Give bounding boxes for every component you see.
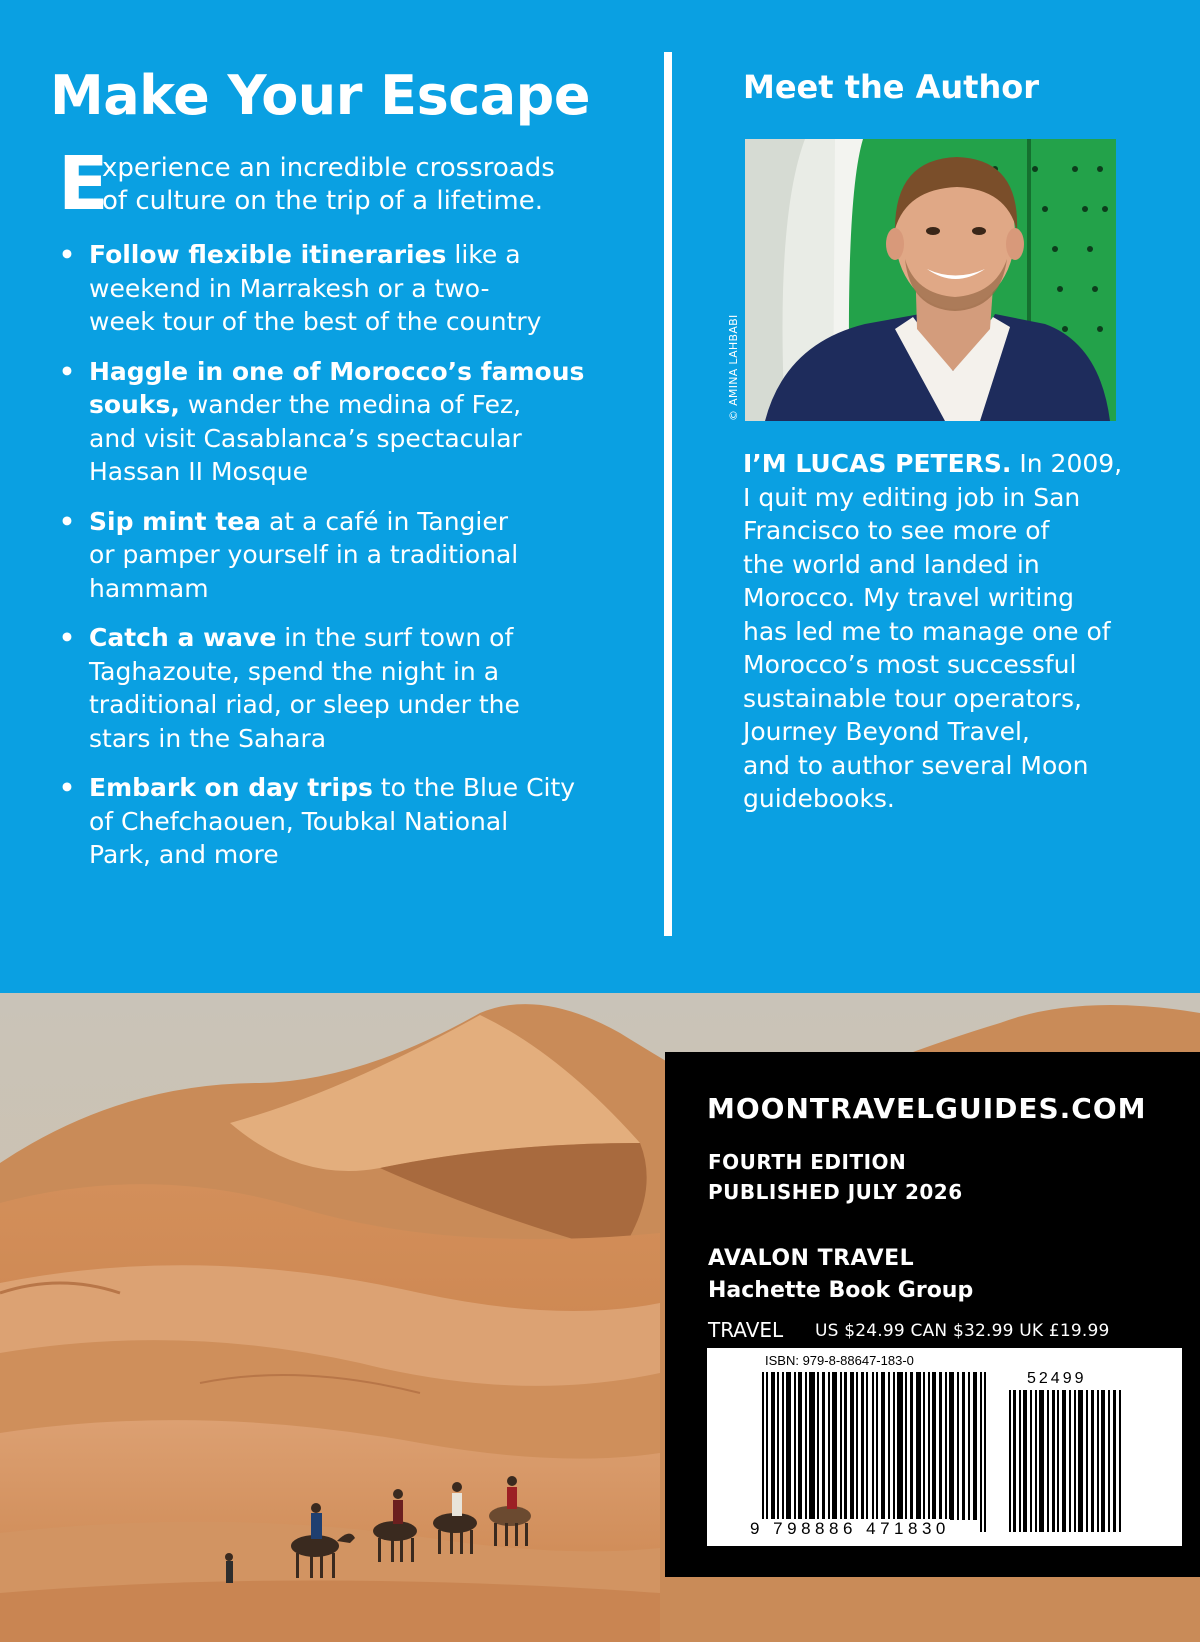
category-label: TRAVEL: [708, 1318, 784, 1342]
drop-cap: E: [58, 141, 109, 227]
publisher-group: Hachette Book Group: [708, 1278, 974, 1303]
feature-item: [50, 355, 590, 489]
feature-lead: Follow flexible itineraries: [89, 240, 447, 269]
feature-item: [50, 771, 590, 872]
feature-lead: Sip mint tea: [89, 506, 262, 536]
edition-label: FOURTH EDITION: [708, 1150, 907, 1174]
intro-line-1: xperience an incredible crossroads: [102, 153, 555, 183]
feature-lead: Catch a wave: [89, 623, 277, 652]
ean-digits: 9 798886 471830: [750, 1519, 950, 1538]
bullet-icon: •: [59, 506, 75, 536]
intro-line-2: of culture on the trip of a lifetime.: [102, 186, 543, 216]
author-bio: [743, 447, 1163, 816]
intro-paragraph: [50, 141, 590, 227]
publisher-name: AVALON TRAVEL: [708, 1246, 915, 1271]
feature-text: like a weekend in Marrakesh or a two- week tour of the best of the country: [89, 240, 542, 336]
section-title: Make Your Escape: [50, 64, 590, 127]
selling-points-column: [50, 58, 590, 888]
feature-lead: Haggle in one of Morocco’s famous souks,: [89, 356, 585, 419]
author-column: [743, 66, 1163, 108]
bullet-icon: •: [59, 623, 75, 652]
price-barcode-icon: [1009, 1390, 1129, 1532]
feature-list: [50, 238, 590, 872]
bullet-icon: •: [59, 240, 75, 269]
bullet-icon: •: [59, 356, 75, 386]
author-bio-text: In 2009, I quit my editing job in San Francisco to see more of the world and landed in Morocco. My travel writing has led me to manage one of Morocco’s most successful sustainable tour operators, Journey Beyond Travel, and to author several Moon guidebooks.: [743, 449, 1123, 813]
author-name: I’M LUCAS PETERS.: [743, 449, 1012, 478]
feature-lead: Embark on day trips: [89, 773, 373, 802]
column-divider: [664, 52, 672, 936]
feature-item: [50, 505, 590, 606]
feature-text: to the Blue City of Chefchaouen, Toubkal National Park, and more: [89, 773, 576, 869]
feature-item: [50, 238, 590, 339]
bullet-icon: •: [59, 773, 75, 802]
price-code: 52499: [1027, 1370, 1087, 1387]
feature-text: at a café in Tangier or pamper yourself in a traditional hammam: [89, 506, 519, 603]
feature-item: [50, 621, 590, 755]
feature-text: wander the medina of Fez, and visit Casablanca’s spectacular Hassan II Mosque: [89, 390, 522, 486]
feature-text: in the surf town of Taghazoute, spend the night in a traditional riad, or sleep under the stars in the Sahara: [89, 623, 520, 753]
publication-info-box: [665, 1052, 1200, 1577]
price-list: US $24.99 CAN $32.99 UK £19.99: [815, 1321, 1110, 1341]
website-link[interactable]: MOONTRAVELGUIDES.COM: [707, 1092, 1147, 1125]
isbn-number: ISBN: 979-8-88647-183-0: [765, 1353, 914, 1368]
author-photo: [745, 139, 1116, 421]
publish-date: PUBLISHED JULY 2026: [708, 1180, 963, 1204]
barcode: [707, 1348, 1182, 1546]
author-heading: Meet the Author: [743, 68, 1039, 106]
ean-barcode-icon: [762, 1372, 994, 1532]
photo-credit: © AMINA LAHBABI: [727, 314, 740, 421]
